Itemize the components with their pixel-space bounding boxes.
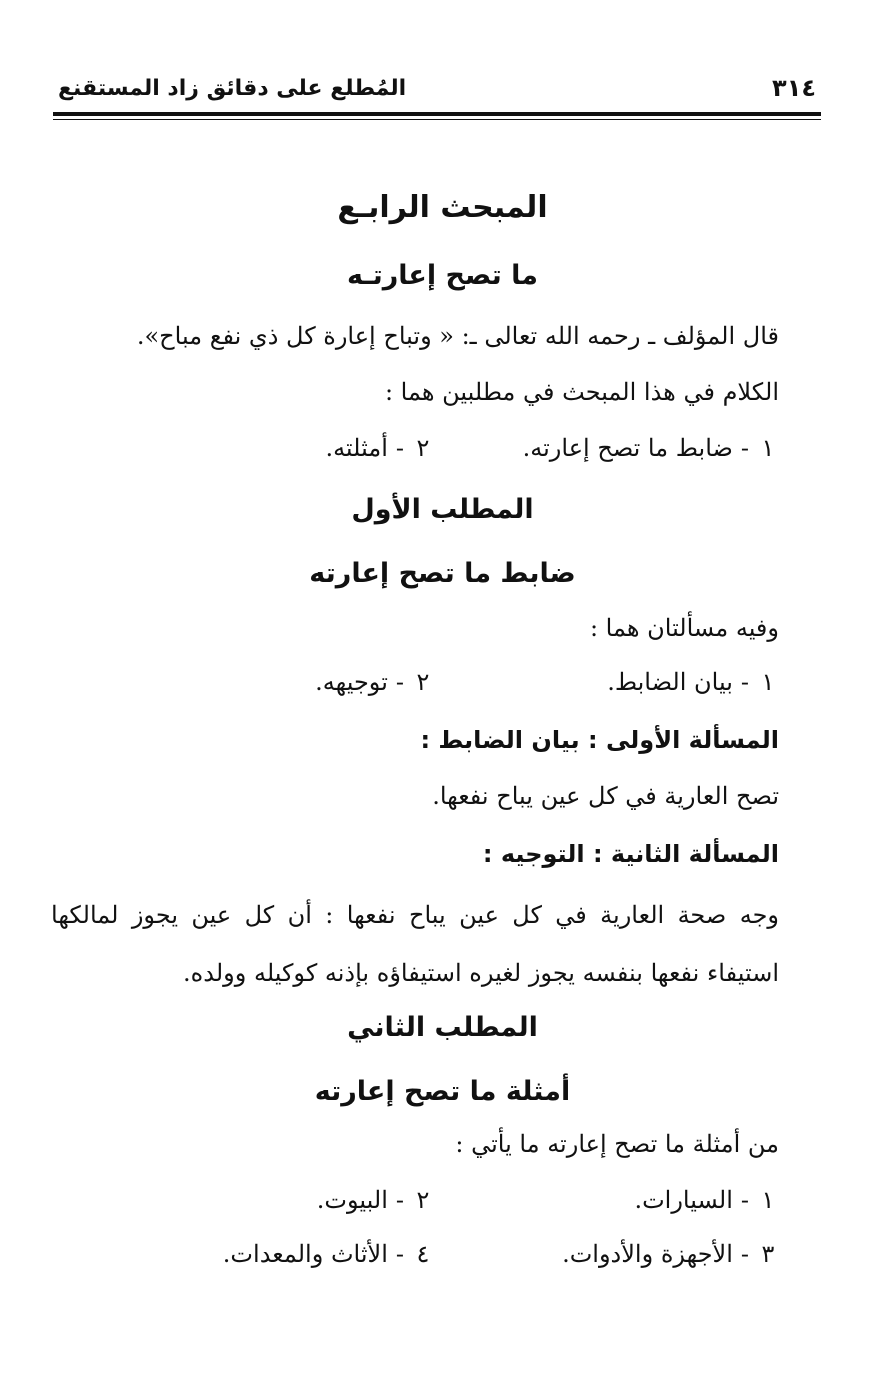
- list-item: ١-بيان الضابط.: [607, 668, 775, 696]
- list-item: ٢-أمثلته.: [325, 434, 430, 462]
- issue2-text: وجه صحة العارية في كل عين يباح نفعها : أن كل عين يجوز لمالكها استيفاء نفعها بنفسه يجوز لغيره استيفاؤه بإذنه كوكيله وولده.: [51, 901, 779, 987]
- issues-list: [279, 668, 779, 708]
- list-item: ٤-الأثاث والمعدات.: [222, 1240, 430, 1268]
- issue2-title: المسألة الثانية : التوجيه :: [482, 840, 779, 868]
- section-title: ما تصح إعارتـه: [347, 260, 538, 291]
- page-number: ٣١٤: [772, 74, 816, 102]
- issue1-text: تصح العارية في كل عين يباح نفعها.: [432, 782, 779, 810]
- section-heading: المبحث الرابـع: [337, 190, 548, 225]
- examples-list-row-2: [199, 1240, 779, 1280]
- list-item: ١-السيارات.: [634, 1186, 775, 1214]
- issues-intro: وفيه مسألتان هما :: [589, 614, 779, 642]
- author-quote: قال المؤلف ـ رحمه الله تعالى ـ: « وتباح إعارة كل ذي نفع مباح».: [136, 322, 779, 350]
- second-requirement-heading: المطلب الثاني: [347, 1012, 538, 1043]
- first-requirement-heading: المطلب الأول: [351, 494, 534, 525]
- second-requirement-title: أمثلة ما تصح إعارته: [314, 1076, 571, 1107]
- plan-list: [299, 434, 779, 474]
- list-item: ١-ضابط ما تصح إعارته.: [522, 434, 775, 462]
- examples-list-row-1: [259, 1186, 779, 1226]
- header-rule-thick: [53, 112, 821, 116]
- list-item: ٢-توجيهه.: [315, 668, 430, 696]
- list-item: ٣-الأجهزة والأدوات.: [562, 1240, 775, 1268]
- running-header: [58, 74, 816, 114]
- issue1-title: المسألة الأولى : بيان الضابط :: [420, 726, 779, 754]
- book-title: المُطلع على دقائق زاد المستقنع: [58, 76, 407, 101]
- examples-intro: من أمثلة ما تصح إعارته ما يأتي :: [455, 1130, 779, 1158]
- header-rule-thin: [53, 119, 821, 120]
- first-requirement-title: ضابط ما تصح إعارته: [309, 558, 576, 589]
- list-item: ٢-البيوت.: [316, 1186, 430, 1214]
- plan-line: الكلام في هذا المبحث في مطلبين هما :: [384, 378, 779, 406]
